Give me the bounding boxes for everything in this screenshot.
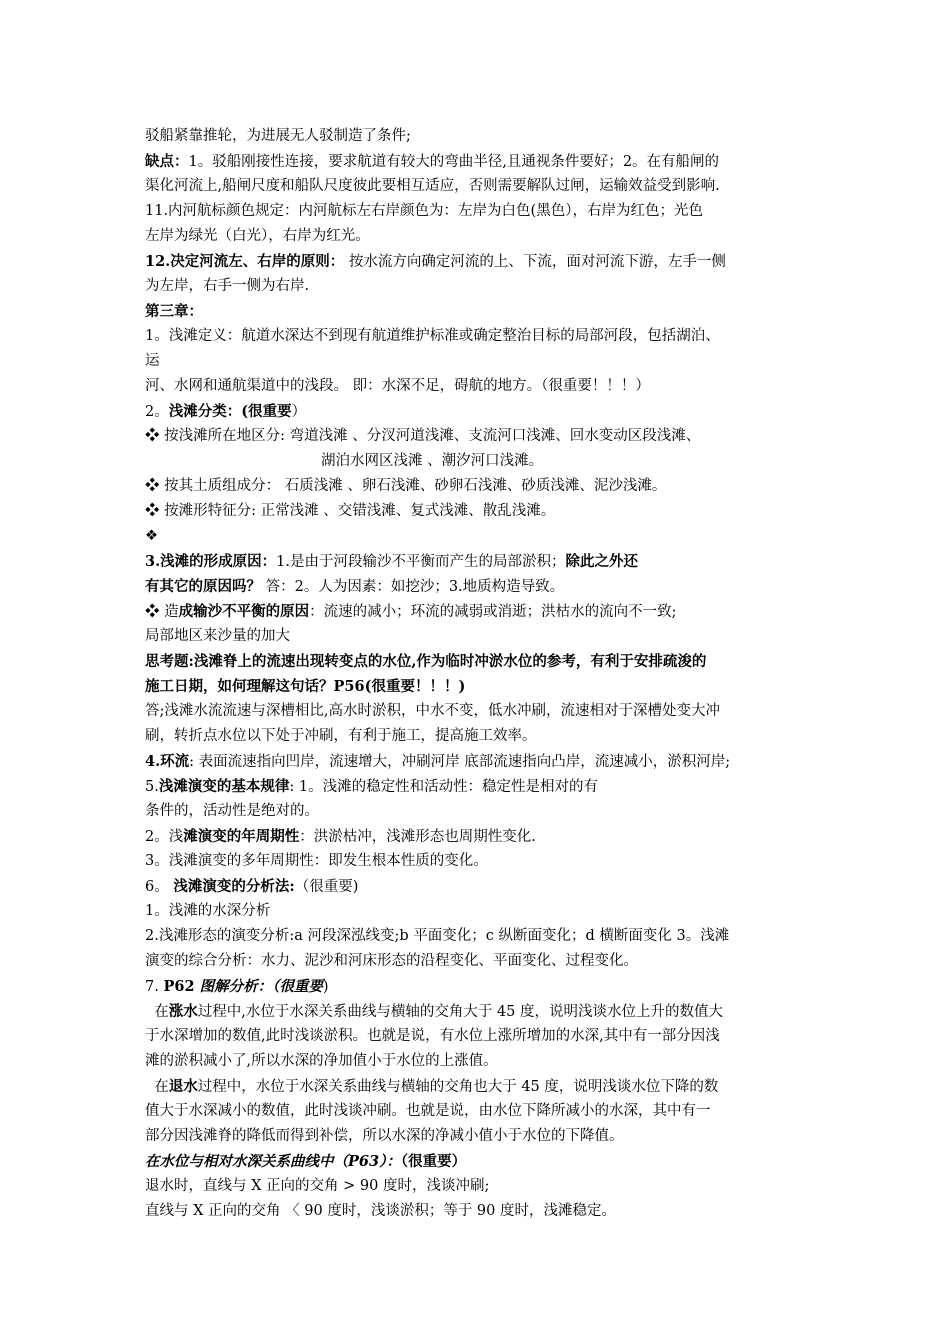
text-line: 刷，转折点水位以下处于冲刷，有利于施工，提高施工效率。 [145,728,537,744]
text-line: 缺点：1。驳船刚接性连接，要求航道有较大的弯曲半径,且通视条件要好；2。在有船闸的 [145,153,720,170]
text-line: 2。浅滩演变的年周期性：洪淤枯冲，浅滩形态也周期性变化. [145,828,536,845]
text-line: 局部地区来沙量的加大 [145,628,290,644]
text-line: 6。 浅滩演变的分析法:（很重要) [145,878,359,895]
text-line: 退水时，直线与 X 正向的交角 > 90 度时，浅谈冲刷; [145,1178,490,1194]
question-heading: 思考题:浅滩脊上的流速出现转变点的水位,作为临时冲淤水位的参考，有利于安排疏浚的 [145,653,707,670]
text-line: 1。浅滩的水深分析 [145,903,271,919]
text-line: 直线与 X 正向的交角 〈 90 度时，浅谈淤积；等于 90 度时，浅滩稳定。 [145,1203,616,1219]
bullet-item: ❖ 造成输沙不平衡的原因：流速的减小；环流的减弱或消逝；洪枯水的流向不一致; [145,603,677,620]
text-line: 2.浅滩形态的演变分析:a 河段深泓线变;b 平面变化；c 纵断面变化；d 横断面变化 3。浅滩 [145,928,730,944]
text-line: 答;浅滩水流流速与深槽相比,高水时淤积，中水不变，低水冲刷，流速相对于深槽处变大冲 [145,703,720,719]
text-line: 渠化河流上,船闸尺度和船队尺度彼此要相互适应，否则需要解队过闸，运输效益受到影响. [145,178,720,194]
text-line: 条件的，活动性是绝对的。 [145,803,319,819]
text-line: 滩的淤积减小了,所以水深的净加值小于水位的上涨值。 [145,1053,498,1069]
text-line: 3.浅滩的形成原因：1.是由于河段输沙不平衡而产生的局部淤积；除此之外还 [145,553,638,570]
question-heading: 施工日期，如何理解这句话？P56(很重要！！！) [145,678,466,695]
text-line: 2。浅滩分类：(很重要） [145,403,307,420]
text-line: 于水深增加的数值,此时浅谈淤积。也就是说，有水位上涨所增加的水深,其中有一部分因浅 [145,1028,720,1044]
text-line: 河、水网和通航渠道中的浅段。 即：水深不足，碍航的地方。（很重要！！！） [145,378,650,394]
bullet-item: ❖ [145,528,158,544]
text-line: 为左岸，右手一侧为右岸. [145,278,310,294]
text-line: 7. P62 图解分析：（很重要) [145,978,329,995]
text-line: 在水位与相对水深关系曲线中（P63）：（很重要） [145,1153,467,1170]
section-heading: 12.决定河流左、右岸的原则： 按水流方向确定河流的上、下流，面对河流下游，左手一侧 [145,253,726,270]
bullet-item: ❖ 按滩形特征分: 正常浅滩 、交错浅滩、复式浅滩、散乱浅滩。 [145,503,556,519]
text-line: 值大于水深减小的数值，此时浅谈冲刷。也就是说，由水位下降所减小的水深，其中有一 [145,1103,711,1119]
text-line: 运 [145,353,160,369]
text-line: 有其它的原因吗？ 答：2。人为因素：如挖沙；3.地质构造导致。 [145,578,565,595]
text-line: 4.环流: 表面流速指向凹岸，流速增大，冲刷河岸 底部流速指向凸岸，流速减小，淤积河岸; [145,753,731,770]
text-line: 左岸为绿光（白光），右岸为红光。 [145,228,370,244]
text-line: 3。浅滩演变的多年周期性：即发生根本性质的变化。 [145,853,488,869]
bullet-item: ❖ 按浅滩所在地区分: 弯道浅滩 、分汊河道浅滩、支流河口浅滩、回水变动区段浅滩、 [145,428,701,444]
text-line: 演变的综合分析：水力、泥沙和河床形态的沿程变化、平面变化、过程变化。 [145,953,638,969]
text-line: 部分因浅滩脊的降低而得到补偿，所以水深的净减小值小于水位的下降值。 [145,1128,624,1144]
text-line: 1。浅滩定义：航道水深达不到现有航道维护标准或确定整治目标的局部河段，包括湖泊、 [145,328,720,344]
text-line: 11.内河航标颜色规定：内河航标左右岸颜色为：左岸为白色(黑色），右岸为红色；光色 [145,203,703,219]
text-line: 在退水过程中，水位于水深关系曲线与横轴的交角也大于 45 度，说明浅谈水位下降的数 [145,1078,719,1095]
bullet-item: ❖ 按其土质组成分： 石质浅滩 、卵石浅滩、砂卵石浅滩、砂质浅滩、泥沙浅滩。 [145,478,667,494]
chapter-heading: 第三章： [145,303,203,320]
text-line: 在涨水过程中,水位于水深关系曲线与横轴的交角大于 45 度，说明浅谈水位上升的数值大 [145,1003,723,1020]
bullet-continuation: 湖泊水网区浅滩 、潮汐河口浅滩。 [321,453,544,469]
text-line: 驳船紧靠推轮，为进展无人驳制造了条件; [145,128,411,144]
text-line: 5.浅滩演变的基本规律: 1。浅滩的稳定性和活动性：稳定性是相对的有 [145,778,599,795]
